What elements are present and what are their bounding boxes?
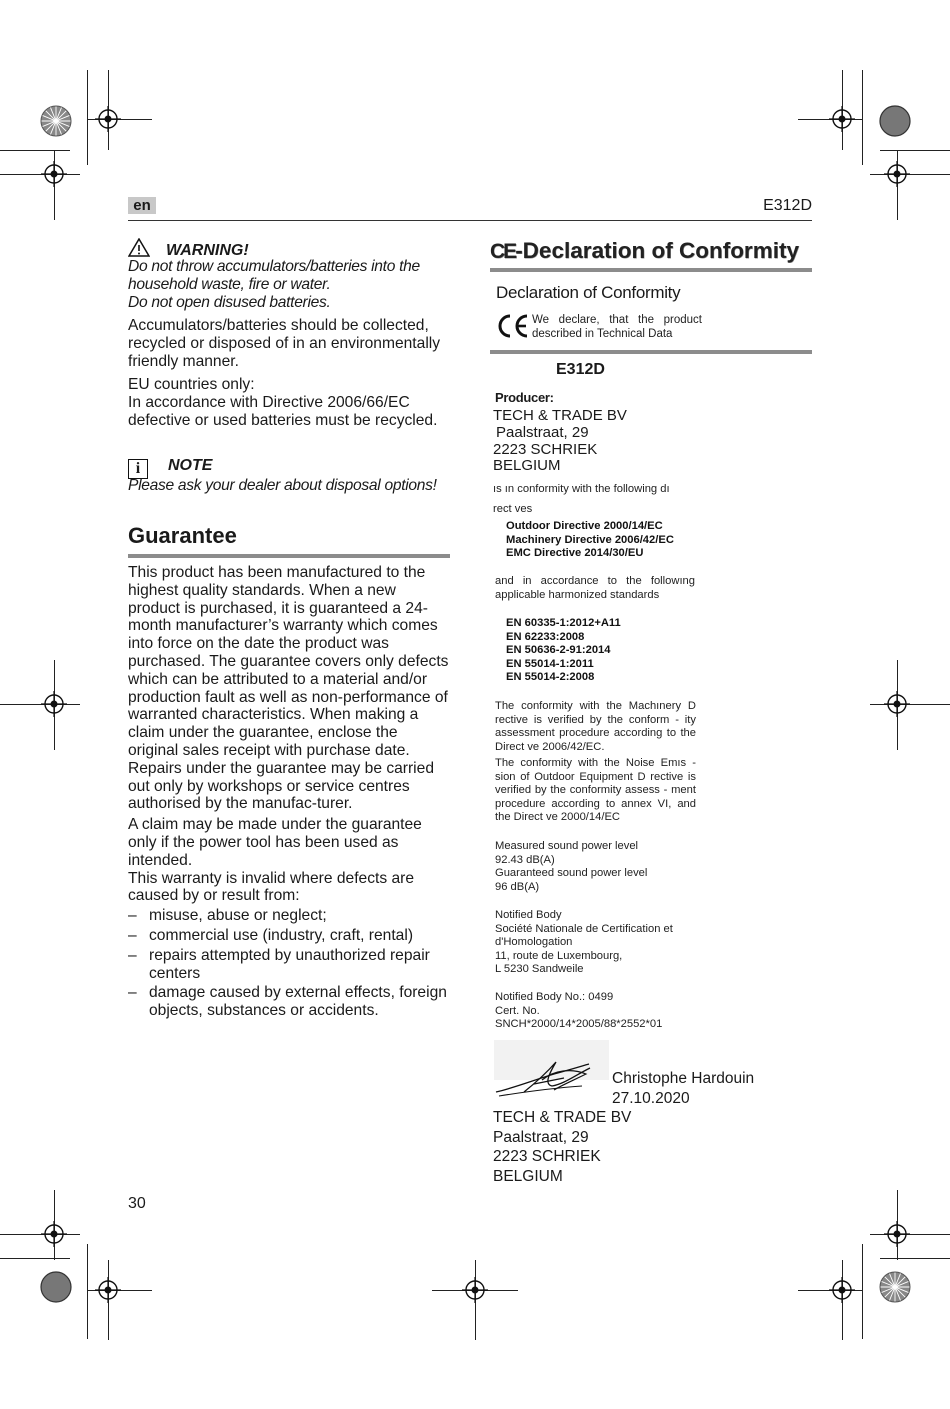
standard-item: EN 55014-1:2011 [506,657,594,670]
conformity-intro: ıs ın conformity with the following dı rect ves [493,483,670,515]
notified-line: d'Homologation [495,936,573,949]
notified-number [495,991,662,1032]
producer-label: Producer: [495,390,554,405]
directive-item: EMC Directive 2014/30/EU [506,547,644,560]
standard-item: EN 62233:2008 [506,630,585,643]
notified-line: L 5230 Sandweile [495,963,584,976]
directive-item: Outdoor Directive 2000/14/EC [506,520,663,532]
list-item: – misuse, abuse or neglect; [128,907,450,925]
standards-intro: and in accordance to the followıng applicable harmonized standards [495,575,695,601]
standard-item: EN 55014-2:2008 [506,671,595,684]
address-line: TECH & TRADE BV [493,1109,632,1126]
notified-no-line: Cert. No. [495,1004,540,1017]
guarantee-paragraph: This product has been manufactured to the highest quality standards. When a new product is purchased, it is guaranteed a 24-month manufacturer’s warranty which comes into force on the date the product was purchased. The guarantee covers only defects which can be attributed to a material and/or production fault as well as non-performance of warranted characteristics. When making a claim under the guarantee, enclose the original sales receipt with purchase date. Repairs under the guarantee may be carried out only by workshops or service centres authorised by the manufac-turer. [128,564,449,813]
guarantee-text [128,564,450,1020]
warning-line: Do not open disused batteries. [128,293,331,311]
machinery-conformity-text: The conformity with the Machınery D rective is verified by the conform - ity assessment procedure according to the Direct ve 2006/42/EC. [495,700,696,753]
warning-text [128,258,450,311]
guarantee-paragraph: A claim may be made under the guarantee only if the power tool has been used as intended. [128,816,422,869]
guarantee-title: Guarantee [128,523,237,548]
address-line: BELGIUM [493,1167,563,1185]
page-number: 30 [128,1195,146,1212]
guarantee-paragraph: This warranty is invalid where defects are caused by or result from: [128,869,415,905]
declaration-model: E312D [556,361,605,378]
header-divider [128,220,812,221]
warning-line: Do not throw accumulators/batteries into the household waste, fire or water. [128,258,420,293]
signer-name: Christophe Hardouin [612,1070,755,1087]
address-line: Paalstraat, 29 [493,1128,589,1146]
declaration-subtitle: Declaration of Conformity [496,283,681,302]
address-line: 2223 SCHRIEK [493,1148,601,1165]
guarantee-exclusions [128,907,450,1020]
notified-body [495,909,673,977]
sound-line: Measured sound power level [495,840,639,852]
sound-line: Guaranteed sound power level [495,867,648,880]
notified-no-line: SNCH*2000/14*2005/88*2552*01 [495,1018,663,1031]
notified-line: 11, route de Luxembourg, [495,949,623,962]
list-item: – commercial use (industry, craft, rental) [128,927,450,945]
ce-declaration-text: We declare, that the product described in Technical Data [532,314,702,340]
guarantee-rule [128,554,450,558]
eu-paragraph: EU countries only: In accordance with Directive 2006/66/EC defective or used batteries must be recycled. [128,376,438,429]
footer-address [493,1108,631,1186]
address-line: 2223 SCHRIEK [493,440,598,458]
model-header: E312D [763,197,812,214]
standard-item: EN 50636-2-91:2014 [506,644,611,657]
notified-line: Société Nationale de Certification et [495,922,673,935]
standard-item: EN 60335-1:2012+A11 [506,617,621,629]
signatory [612,1069,754,1108]
battery-paragraph: Accumulators/batteries should be collected, recycled or disposed of in an environmentally friendly manner. [128,317,441,370]
address-line: BELGIUM [493,457,561,475]
sound-line: 92.43 dB(A) [495,853,555,866]
warning-icon [128,238,152,260]
noise-conformity-text: The conformity with the Noise Emıs - sion of Outdoor Equipment D rective is verified by the conformity assess - ment procedure according to annex VI, and the Direct ve 2000/14/EC [495,757,696,824]
sound-line: 96 dB(A) [495,880,540,893]
sound-levels [495,840,647,894]
note-text: Please ask your dealer about disposal options! [128,477,437,494]
warning-title: WARNING! [166,242,249,259]
directive-item: Machinery Directive 2006/42/EC [506,533,674,546]
ce-mark-icon [496,313,536,344]
ce-mark-icon: CE [490,240,516,263]
signature-date: 27.10.2020 [612,1089,690,1107]
notified-no-line: Notified Body No.: 0499 [495,991,614,1003]
list-item: – repairs attempted by unauthorized repair centers [128,947,450,983]
declaration-title: CE-Declaration of Conformity [490,238,799,263]
address-line: TECH & TRADE BV [493,407,627,424]
signature-image [494,1040,614,1109]
declaration-rule [490,268,812,272]
producer-address [493,408,627,475]
note-title: NOTE [168,457,213,474]
standards-list [506,617,621,685]
declaration-rule-2 [490,350,812,354]
directives-list [506,520,674,561]
info-icon: i [128,459,148,479]
warning-heading [128,238,450,260]
address-line: Paalstraat, 29 [496,423,589,441]
notified-line: Notified Body [495,909,562,921]
list-item: – damage caused by external effects, foreign objects, substances or accidents. [128,984,450,1020]
note-heading [128,457,450,479]
language-badge: en [128,197,156,214]
